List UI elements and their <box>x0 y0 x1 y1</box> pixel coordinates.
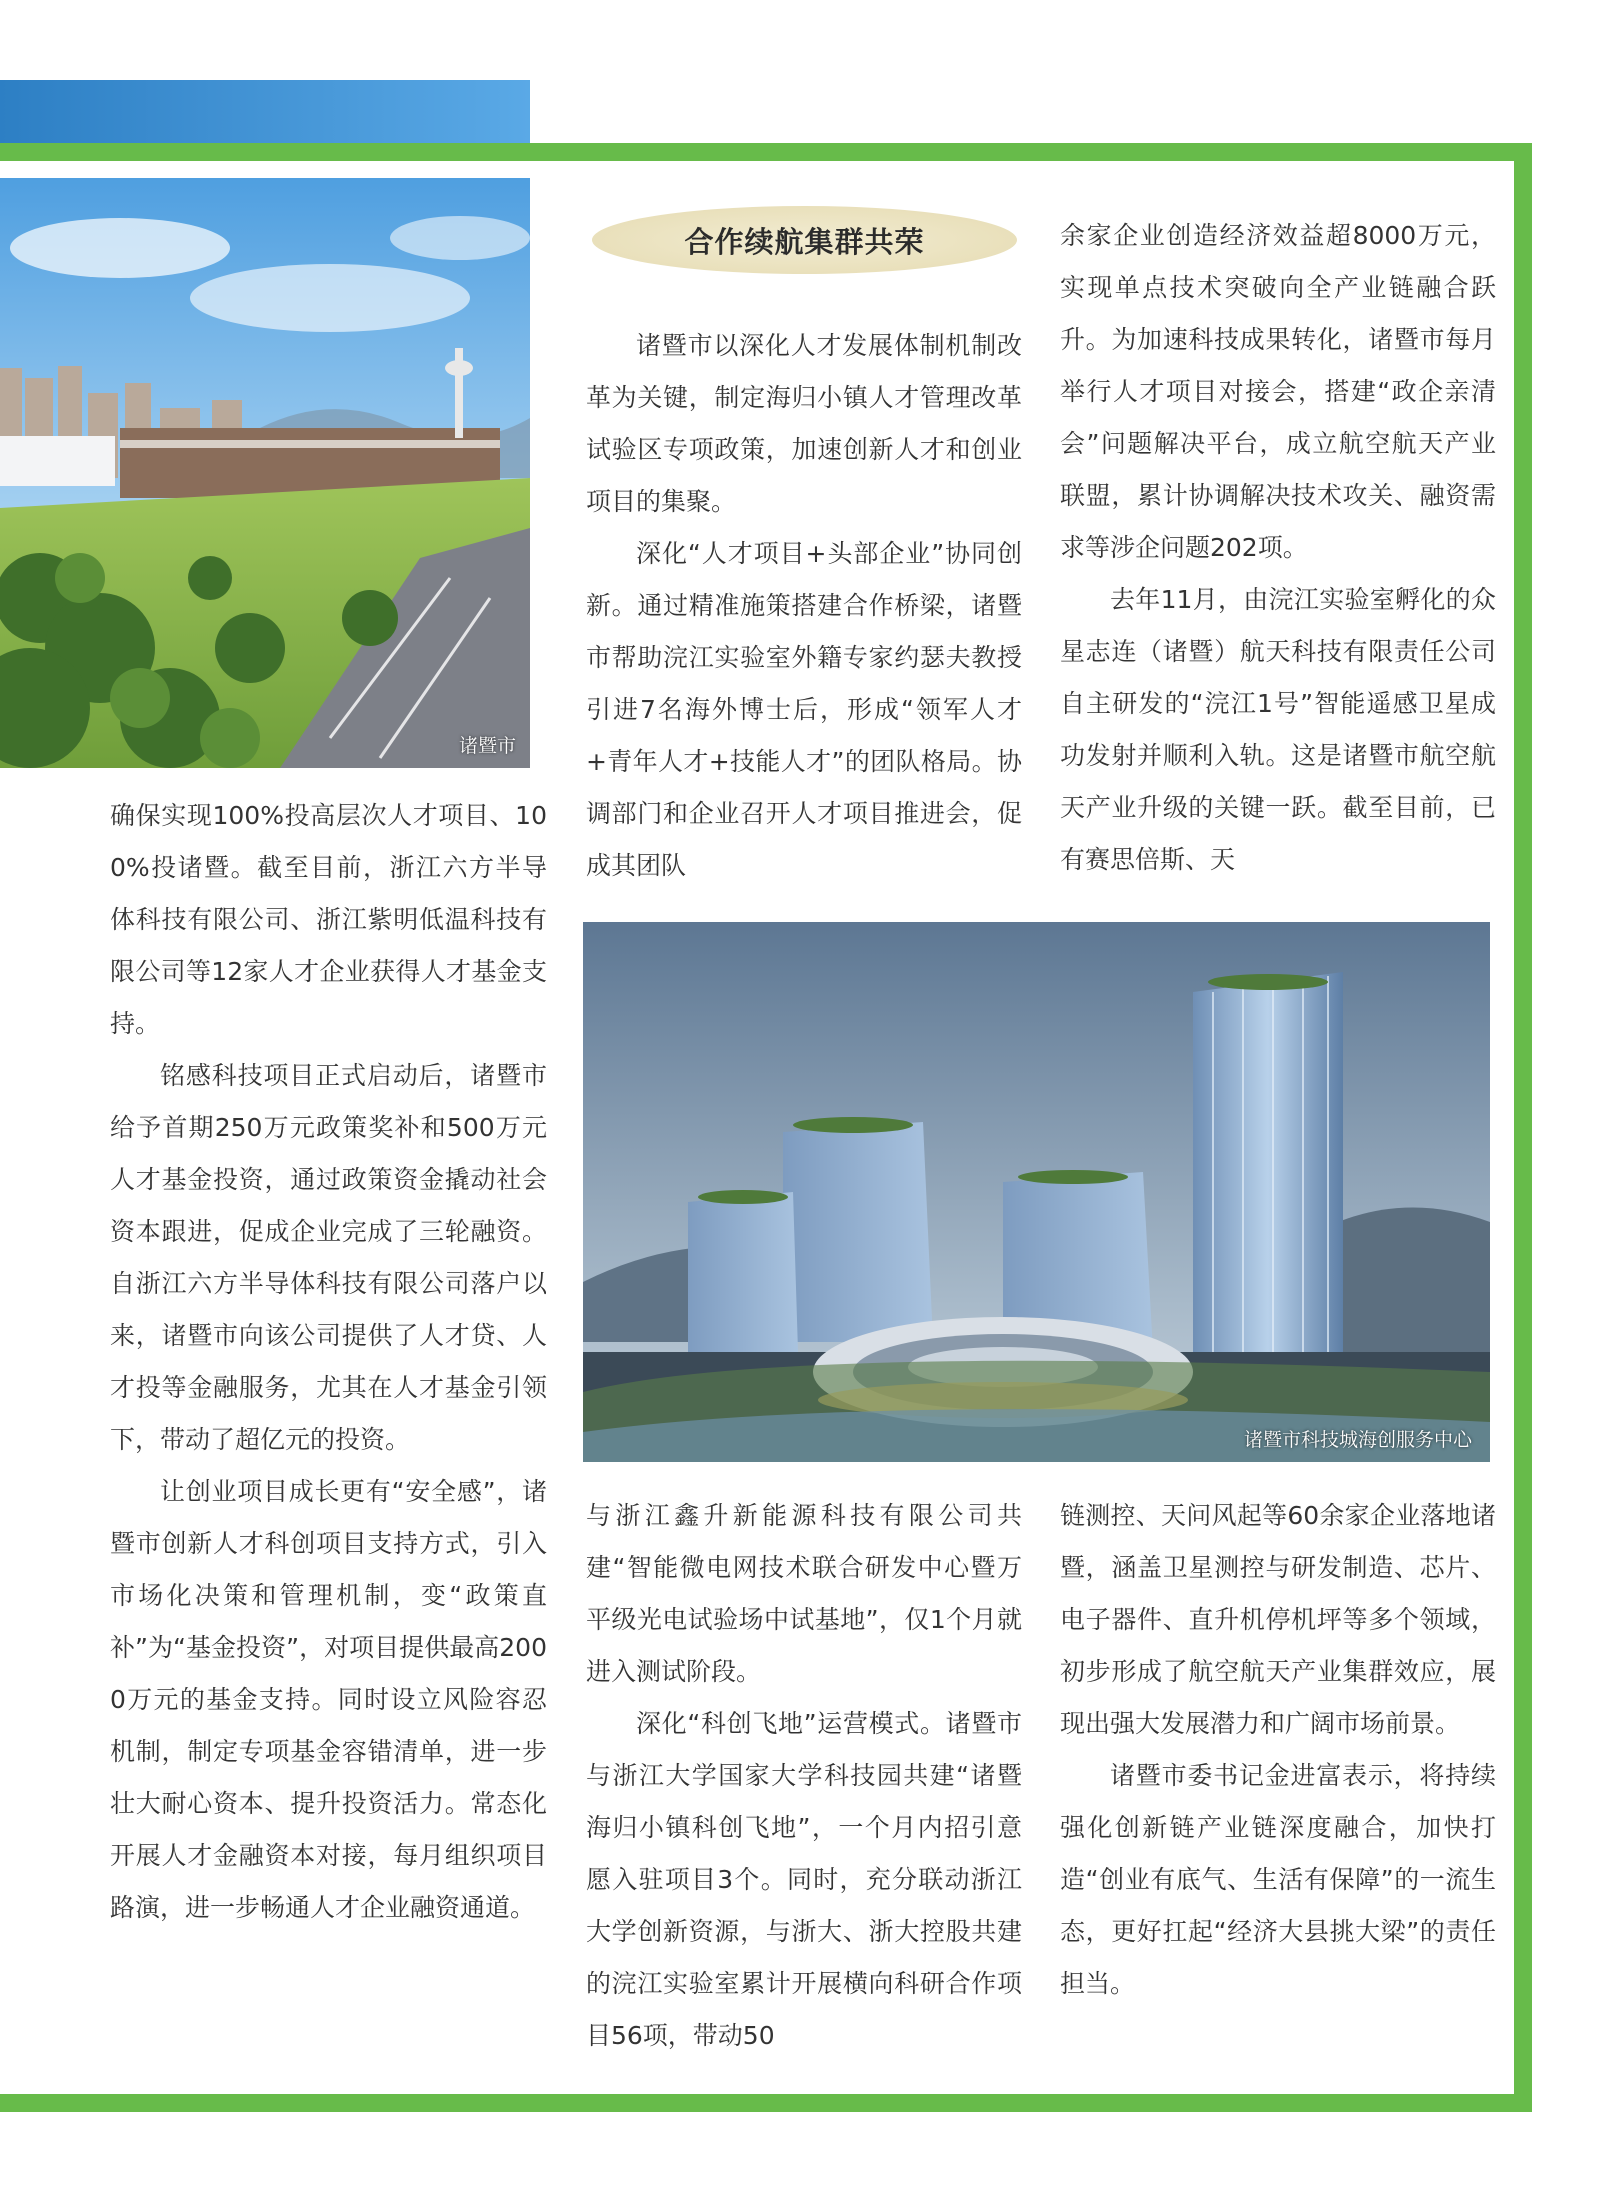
paragraph: 深化“人才项目+头部企业”协同创新。通过精准施策搭建合作桥梁，诸暨市帮助浣江实验室外籍专家约瑟夫教授引进7名海外博士后，形成“领军人才+青年人才+技能人才”的团队格局。协调部门和企业召开人才项目推进会，促成其团队 <box>586 539 1022 880</box>
column-2-top <box>586 320 1022 892</box>
city-photo-caption: 诸暨市 <box>458 735 516 757</box>
section-title: 合作续航集群共荣 <box>592 206 1017 274</box>
paragraph: 诸暨市以深化人才发展体制机制改革为关键，制定海归小镇人才管理改革试验区专项政策，加速创新人才和创业项目的集聚。 <box>586 331 1022 516</box>
building-photo <box>583 922 1490 1462</box>
column-3-top <box>1060 210 1496 886</box>
paragraph: 链测控、天问风起等60余家企业落地诸暨，涵盖卫星测控与研发制造、芯片、电子器件、直升机停机坪等多个领域，初步形成了航空航天产业集群效应，展现出强大发展潜力和广阔市场前景。 <box>1060 1501 1496 1738</box>
top-blue-band <box>0 80 530 144</box>
paragraph: 余家企业创造经济效益超8000万元，实现单点技术突破向全产业链融合跃升。为加速科技成果转化，诸暨市每月举行人才项目对接会，搭建“政企亲清会”问题解决平台，成立航空航天产业联盟，累计协调解决技术攻关、融资需求等涉企问题202项。 <box>1060 221 1496 562</box>
column-1 <box>110 790 547 1934</box>
column-2-bottom <box>586 1490 1022 2062</box>
paragraph: 铭感科技项目正式启动后，诸暨市给予首期250万元政策奖补和500万元人才基金投资，通过政策资金撬动社会资本跟进，促成企业完成了三轮融资。自浙江六方半导体科技有限公司落户以来，诸暨市向该公司提供了人才贷、人才投等金融服务，尤其在人才基金引领下，带动了超亿元的投资。 <box>110 1061 547 1454</box>
paragraph: 去年11月，由浣江实验室孵化的众星志连（诸暨）航天科技有限责任公司自主研发的“浣江1号”智能遥感卫星成功发射并顺利入轨。这是诸暨市航空航天产业升级的关键一跃。截至目前，已有赛思倍斯、天 <box>1060 585 1496 874</box>
column-3-bottom <box>1060 1490 1496 2010</box>
paragraph: 与浙江鑫升新能源科技有限公司共建“智能微电网技术联合研发中心暨万平级光电试验场中试基地”，仅1个月就进入测试阶段。 <box>586 1501 1022 1686</box>
paragraph: 深化“科创飞地”运营模式。诸暨市与浙江大学国家大学科技园共建“诸暨海归小镇科创飞地”，一个月内招引意愿入驻项目3个。同时，充分联动浙江大学创新资源，与浙大、浙大控股共建的浣江实验室累计开展横向科研合作项目56项，带动50 <box>586 1709 1022 2050</box>
paragraph: 确保实现100%投高层次人才项目、100%投诸暨。截至目前，浙江六方半导体科技有限公司、浙江紫明低温科技有限公司等12家人才企业获得人才基金支持。 <box>110 801 547 1038</box>
paragraph: 诸暨市委书记金进富表示，将持续强化创新链产业链深度融合，加快打造“创业有底气、生活有保障”的一流生态，更好扛起“经济大县挑大梁”的责任担当。 <box>1060 1761 1496 1998</box>
paragraph: 让创业项目成长更有“安全感”，诸暨市创新人才科创项目支持方式，引入市场化决策和管理机制，变“政策直补”为“基金投资”，对项目提供最高2000万元的基金支持。同时设立风险容忍机制，制定专项基金容错清单，进一步壮大耐心资本、提升投资活力。常态化开展人才金融资本对接，每月组织项目路演，进一步畅通人才企业融资通道。 <box>110 1477 547 1922</box>
city-photo <box>0 178 530 768</box>
building-photo-caption: 诸暨市科技城海创服务中心 <box>1243 1429 1472 1451</box>
